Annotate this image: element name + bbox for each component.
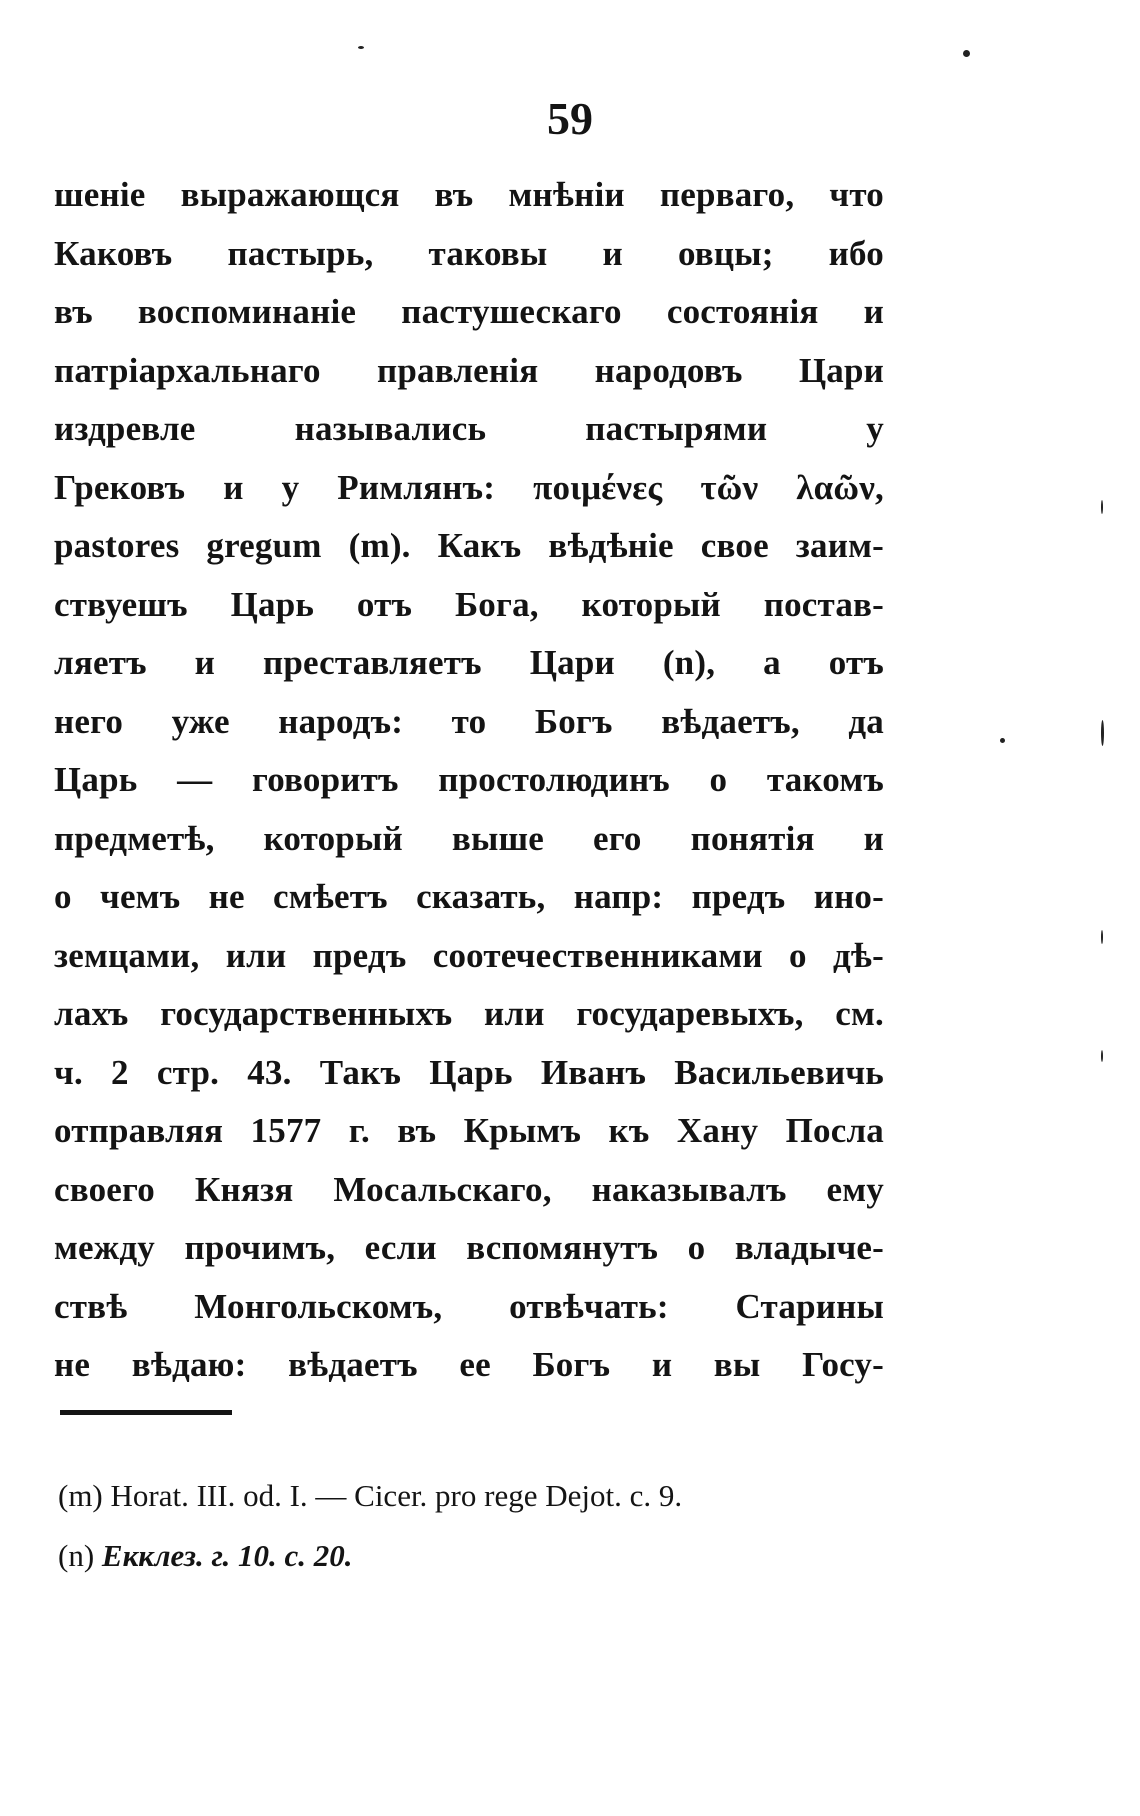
text-line: не вѣдаю: вѣдаетъ ее Богъ и вы Госу- [54, 1345, 884, 1384]
text-line: ствѣ Монгольскомъ, отвѣчать: Старины [54, 1286, 884, 1326]
scan-speck [1101, 720, 1104, 746]
scan-speck [1101, 930, 1103, 944]
text-line: о чемъ не смѣетъ сказать, напр: предъ ино- [54, 877, 884, 916]
text-line: Царь — говоритъ простолюдинъ о такомъ [54, 760, 884, 799]
text-line: Грековъ и у Римлянъ: ποιμένες τῶν λαῶν, [54, 467, 884, 507]
footnote [58, 1526, 888, 1586]
text-line: земцами, или предъ соотечественниками о дѣ- [54, 935, 884, 975]
page-number: 59 [547, 93, 593, 144]
text-line: отправляя 1577 г. въ Крымъ къ Хану Посла [54, 1111, 884, 1150]
scan-speck [1000, 738, 1005, 743]
footnote-text: Екклез. г. 10. с. 20. [101, 1538, 353, 1573]
text-line: шеніе выражающся въ мнѣніи перваго, что [54, 175, 884, 214]
text-line: своего Князя Мосальскаго, наказывалъ ему [54, 1169, 884, 1209]
text-line: ч. 2 стр. 43. Такъ Царь Иванъ Васильевичь [54, 1052, 884, 1092]
scan-speck [1101, 1050, 1103, 1062]
text-line: ствуешъ Царь отъ Бога, который постав- [54, 584, 884, 624]
scan-speck [963, 50, 970, 57]
text-line: издревле назывались пастырями у [54, 409, 884, 448]
footnote-rule [60, 1410, 232, 1415]
text-line: въ воспоминаніе пастушескаго состоянія и [54, 292, 884, 331]
text-line: Каковъ пастырь, таковы и овцы; ибо [54, 233, 884, 273]
body-text [54, 166, 884, 1395]
footnote-mark: (n) [58, 1538, 95, 1573]
footnote-text: Horat. III. od. I. — Cicer. pro rege Dejot. c. 9. [110, 1478, 683, 1513]
text-line: ляетъ и преставляетъ Цари (n), а отъ [54, 643, 884, 682]
footnote [58, 1466, 888, 1526]
text-line: pastores gregum (m). Какъ вѣдѣніе свое заим- [54, 526, 884, 565]
text-line: патріархальнаго правленія народовъ Цари [54, 350, 884, 390]
footnote-mark: (m) [58, 1478, 103, 1513]
scan-speck [358, 46, 364, 49]
scan-speck [1101, 500, 1103, 514]
footnotes [58, 1466, 888, 1586]
text-line: между прочимъ, если вспомянутъ о владыче- [54, 1228, 884, 1267]
text-line: лахъ государственныхъ или государевыхъ, см. [54, 994, 884, 1033]
text-line: предметѣ, который выше его понятія и [54, 818, 884, 858]
text-line: него уже народъ: то Богъ вѣдаетъ, да [54, 701, 884, 741]
